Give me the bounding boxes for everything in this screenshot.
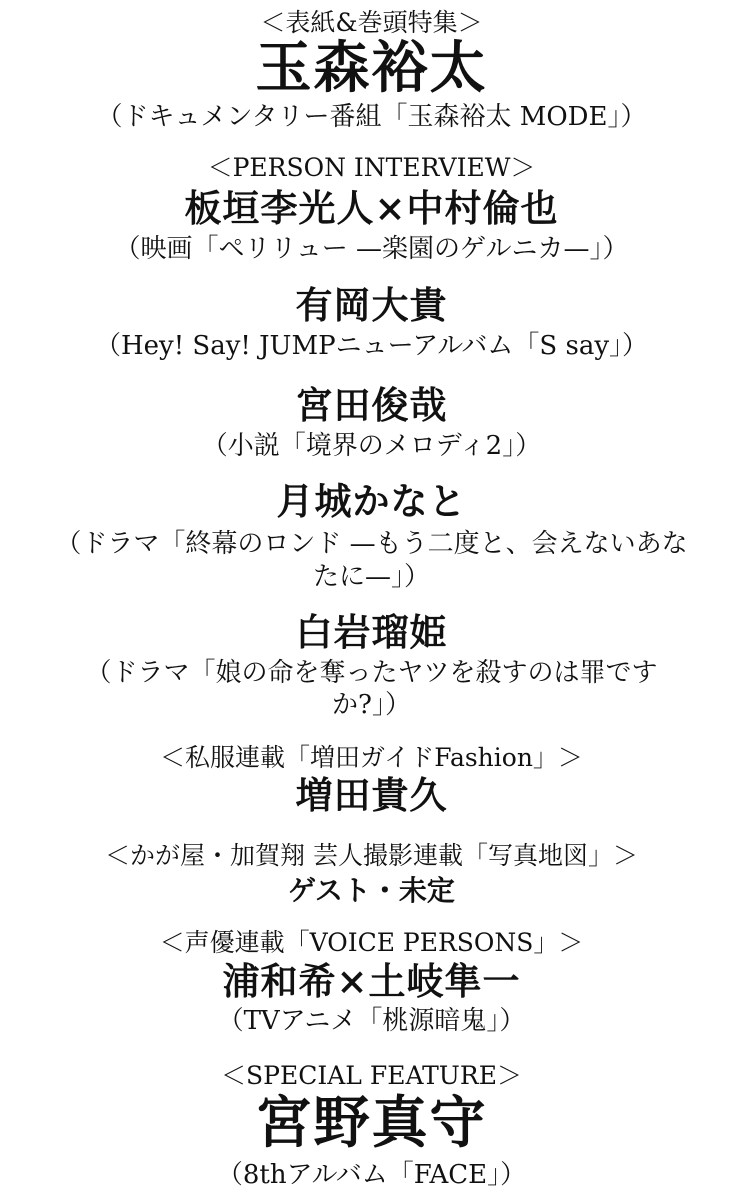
name-guest-tbd: ゲスト・未定 [288, 874, 455, 907]
category-masuda-guide: ＜私服連載「増田ガイドFashion」＞ [160, 743, 583, 772]
category-special-feature: ＜SPECIAL FEATURE＞ [221, 1061, 522, 1090]
name-miyano-mamoru: 宮野真守 [255, 1090, 488, 1156]
category-cover-feature: ＜表紙&巻頭特集＞ [260, 8, 483, 37]
name-masuda-takahisa: 増田貴久 [295, 773, 448, 817]
name-shiroiwa-ruki: 白岩瑠姫 [295, 610, 448, 654]
work-drama-2-line2: か?」） [332, 690, 411, 720]
work-movie: （映画「ペリリュー —楽園のゲルニカ—」） [114, 234, 629, 264]
work-drama-line2: たに—」） [312, 562, 430, 592]
work-tv-anime: （TVアニメ「桃源暗鬼」） [217, 1006, 526, 1036]
work-8th-album: （8thアルバム「FACE」） [216, 1160, 527, 1190]
work-album: （Hey! Say! JUMPニューアルバム「S say」） [94, 331, 649, 361]
name-ura-toki: 浦和希×土岐隼一 [222, 959, 521, 1003]
name-miyata-toshiya: 宮田俊哉 [295, 383, 448, 427]
name-arioka-daiki: 有岡大貴 [295, 283, 448, 327]
name-tamamori-yuta: 玉森裕太 [255, 35, 488, 101]
work-drama-line1: （ドラマ「終幕のロンド —もう二度と、会えないあな [55, 529, 688, 559]
work-novel: （小説「境界のメロディ2」） [201, 431, 542, 461]
category-voice-persons: ＜声優連載「VOICE PERSONS」＞ [159, 928, 584, 957]
category-photo-map: ＜かが屋・加賀翔 芸人撮影連載「写真地図」＞ [105, 841, 638, 870]
category-person-interview: ＜PERSON INTERVIEW＞ [207, 153, 536, 182]
name-itagaki-nakamura: 板垣李光人×中村倫也 [184, 186, 559, 230]
work-documentary: （ドキュメンタリー番組「玉森裕太 MODE」） [96, 102, 647, 132]
name-tsukishiro-kanato: 月城かなと [276, 479, 467, 523]
work-drama-2-line1: （ドラマ「娘の命を奪ったヤツを殺すのは罪です [85, 658, 658, 688]
